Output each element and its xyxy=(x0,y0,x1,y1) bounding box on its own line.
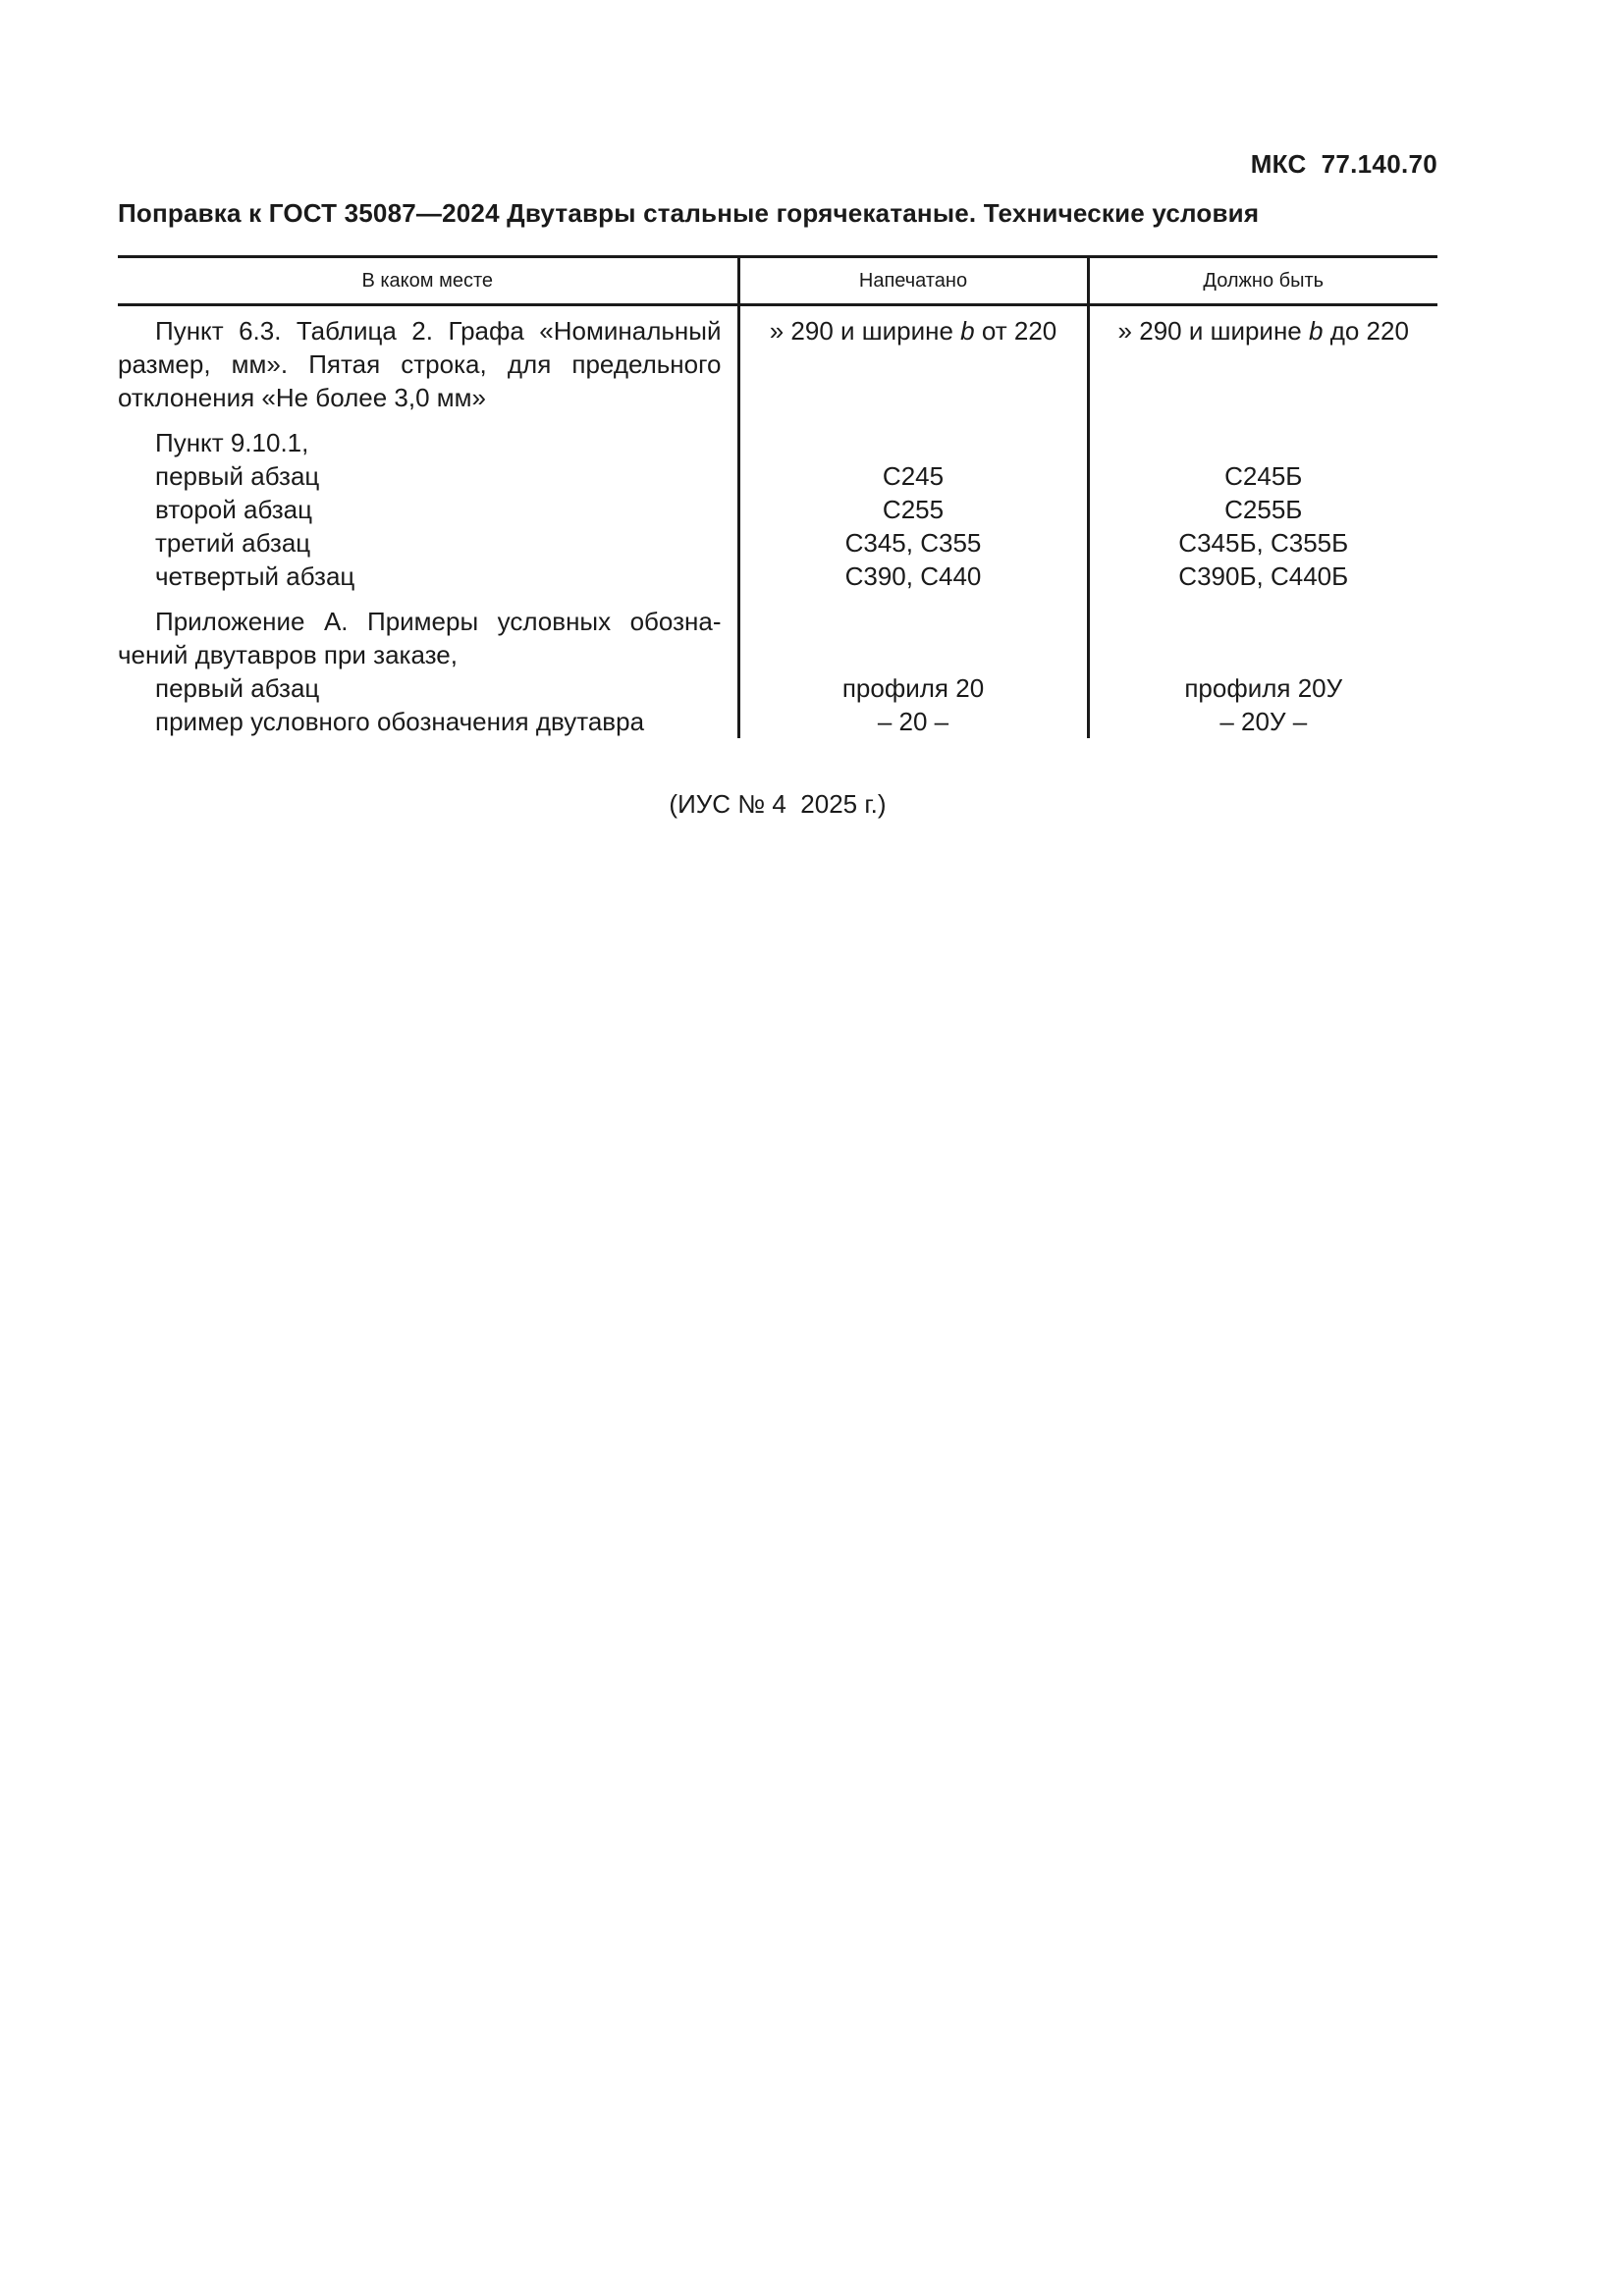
document-title: Поправка к ГОСТ 35087—2024 Двутавры стальные горячекатаные. Технические условия xyxy=(118,198,1260,228)
table-row xyxy=(118,305,1437,415)
row3-item-location: первый абзац xyxy=(155,673,320,703)
table-row xyxy=(118,426,1437,593)
row2-printed xyxy=(738,426,1088,593)
row2-item-printed: С255 xyxy=(882,495,945,524)
row1-location xyxy=(118,305,738,415)
row1-correct-post: до 220 xyxy=(1323,316,1409,346)
table-row xyxy=(118,605,1437,738)
row3-item-printed: профиля 20 xyxy=(841,673,985,703)
gap-cell xyxy=(738,414,1088,426)
row2-location-text: Пункт 9.10.1, xyxy=(155,428,309,457)
row-gap xyxy=(118,593,1437,605)
row1-correct-text xyxy=(1090,314,1438,347)
row1-printed-var: b xyxy=(960,316,975,346)
ius-reference: (ИУС № 4 2025 г.) xyxy=(669,789,887,819)
row2-item-correct: С245Б xyxy=(1224,461,1303,491)
row2-item-printed: С390, С440 xyxy=(844,561,982,591)
row3-location xyxy=(118,605,738,738)
column-header-printed: Напечатано xyxy=(738,257,1088,305)
row-gap xyxy=(118,414,1437,426)
column-header-correct: Должно быть xyxy=(1088,257,1437,305)
row1-printed-pre: » 290 и ширине xyxy=(769,316,961,346)
row3-printed xyxy=(738,605,1088,738)
gap-cell xyxy=(118,593,738,605)
row2-item-correct: С345Б, С355Б xyxy=(1178,528,1349,558)
mks-code: МКС 77.140.70 xyxy=(1250,149,1437,179)
row1-correct-var: b xyxy=(1309,316,1324,346)
row3-location-text: Приложение А. Примеры условных обозна-чений двутавров при заказе, xyxy=(118,607,722,669)
gap-cell xyxy=(118,414,738,426)
row2-item-correct: С390Б, С440Б xyxy=(1178,561,1349,591)
spacer xyxy=(1090,638,1438,671)
row1-correct xyxy=(1088,305,1437,415)
row2-item-correct: С255Б xyxy=(1224,495,1303,524)
column-header-location: В каком месте xyxy=(118,257,738,305)
row1-printed-text xyxy=(740,314,1087,347)
row3-item-correct: профиля 20У xyxy=(1184,673,1343,703)
row3-item-location: пример условного обозначения двутавра xyxy=(155,707,645,736)
spacer xyxy=(1090,426,1438,459)
row3-correct xyxy=(1088,605,1437,738)
spacer xyxy=(1090,605,1438,638)
row3-item-correct: – 20У – xyxy=(1219,707,1308,736)
row2-location xyxy=(118,426,738,593)
row1-printed-post: от 220 xyxy=(974,316,1057,346)
row3-item-printed: – 20 – xyxy=(877,707,949,736)
spacer xyxy=(740,638,1087,671)
spacer xyxy=(740,426,1087,459)
row2-item-location: второй абзац xyxy=(155,495,313,524)
corrections-table-grid xyxy=(118,255,1437,738)
row1-location-text: Пункт 6.3. Таблица 2. Графа «Номинальный размер, мм». Пятая строка, для предельного отклонения «Не более 3,0 мм» xyxy=(118,316,722,412)
gap-cell xyxy=(1088,593,1437,605)
gap-cell xyxy=(1088,414,1437,426)
row2-item-location: третий абзац xyxy=(155,528,311,558)
table-header-row xyxy=(118,257,1437,305)
spacer xyxy=(740,605,1087,638)
row1-correct-pre: » 290 и ширине xyxy=(1117,316,1309,346)
corrections-table xyxy=(118,255,1437,738)
gap-cell xyxy=(738,593,1088,605)
row2-item-printed: С345, С355 xyxy=(844,528,982,558)
row1-printed xyxy=(738,305,1088,415)
row2-correct xyxy=(1088,426,1437,593)
row2-item-printed: С245 xyxy=(882,461,945,491)
row2-item-location: четвертый абзац xyxy=(155,561,355,591)
row2-item-location: первый абзац xyxy=(155,461,320,491)
